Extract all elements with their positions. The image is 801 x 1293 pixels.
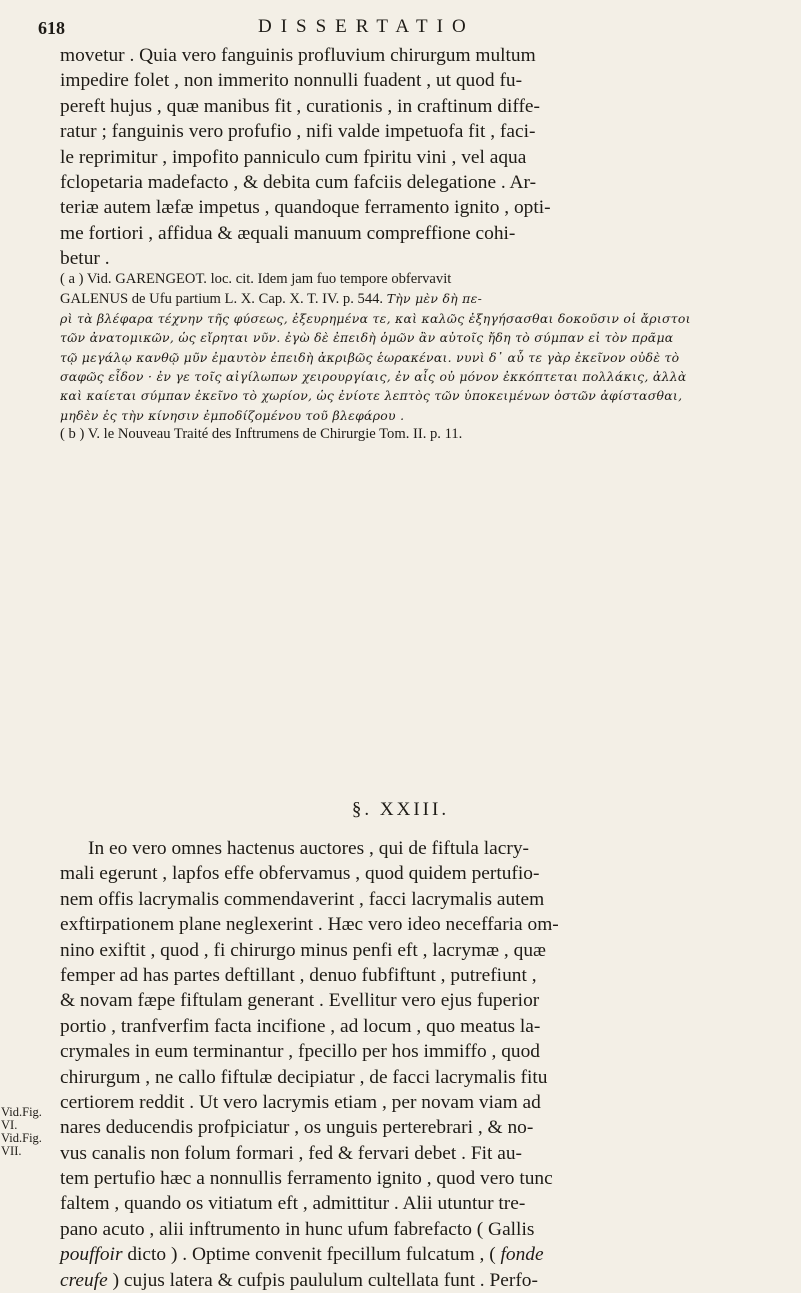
text-line: teriæ autem læfæ impetus , quandoque ferramento ignito , opti- (60, 197, 551, 219)
greek-quote-line: ρὶ τὰ βλέφαρα τέχνην τῆς φύσεως, ἐξευρημένα τε, καὶ καλῶς ἐξηγήσασθαι δοκοῦσιν οἱ ἄριστοι (60, 310, 691, 326)
page-header (38, 12, 778, 42)
text-line: betur . (60, 248, 110, 270)
footnote-a-mark: ( a ) (60, 271, 84, 287)
margin-note-num: VII. (1, 1144, 22, 1158)
text-line: nares deducendis profpiciatur , os unguis perterebrari , & no- (60, 1117, 534, 1139)
text-line: portio , tranfverfim facta incifione , ad locum , quo meatus la- (60, 1015, 541, 1037)
text-line: exftirpationem plane neglexerint . Hæc vero ideo neceffaria om- (60, 914, 559, 936)
text-line: chirurgum , ne callo fiftulæ decipiatur , de facci lacrymalis fitu (60, 1066, 548, 1088)
margin-note-ref: Vid.Fig. (1, 1131, 42, 1145)
margin-note-fig-7 (1, 1132, 42, 1158)
footnote-b-text: V. le Nouveau Traité des Inftrumens de Chirurgie Tom. II. p. 11. (87, 426, 463, 443)
text-line: mali egerunt , lapfos effe obfervamus , quod quidem pertufio- (60, 863, 540, 885)
text-line: pano acuto , alii inftrumento in hunc ufum fabrefacto ( Gallis (60, 1218, 535, 1240)
text-line: tem pertufio hæc a nonnullis ferramento ignito , quod vero tunc (60, 1168, 553, 1190)
text-line: certiorem reddit . Ut vero lacrymis etiam , per novam viam ad (60, 1091, 541, 1113)
footnote-a (60, 270, 782, 445)
text-run: dicto ) . Optime convenit fpecillum fulcatum , ( (122, 1244, 501, 1266)
italic-term: creufe (60, 1269, 108, 1291)
text-line: In eo vero omnes hactenus auctores , qui de fiftula lacry- (88, 838, 529, 859)
footnote-b-mark: ( b ) (60, 426, 85, 443)
section-heading: §. XXIII. (351, 799, 450, 820)
text-line: femper ad has partes deftillant , denuo fubfiftunt , putrefiunt , (60, 964, 537, 986)
text-line: nino exiftit , quod , fi chirurgo minus penfi eft , lacrymæ , quæ (60, 939, 546, 961)
greek-quote-line: τῷ μεγάλῳ κανθῷ μῦν ἐμαυτὸν ἐπειδὴ ἀκριβῶς ἑωρακέναι. νυνὶ δ᾽ αὖ τε γὰρ ἐκεῖνον οὐδὲ τὸ (60, 349, 680, 365)
margin-note-ref: Vid.Fig. (1, 1105, 42, 1119)
text-line (60, 1268, 782, 1293)
text-line: ratur ; fanguinis vero profufio , nifi valde impetuofa fit , faci- (60, 121, 536, 143)
text-line: impedire folet , non immerito nonnulli fuadent , ut quod fu- (60, 70, 523, 92)
footnote-a-citation: Vid. GARENGEOT. loc. cit. Idem jam fuo tempore obfervavit (86, 271, 452, 287)
text-run: ) cujus latera & cufpis paululum cultellata funt . Perfo- (107, 1269, 538, 1291)
text-line: crymales in eum terminantur , fpecillo per hos immiffo , quod (60, 1041, 540, 1063)
greek-quote-line: τῶν ἀνατομικῶν, ὡς εἴρηται νῦν. ἐγὼ δὲ ἐπειδὴ ὁμῶν ἂν αὐτοῖς ἤδη τὸ σύμπαν εἰ τὸν πρᾶμα (60, 330, 674, 346)
paragraph-2 (60, 836, 782, 1293)
text-line: fclopetaria madefacto , & debita cum fafciis delegatione . Ar- (60, 171, 537, 193)
text-line: nem offis lacrymalis commendaverint , facci lacrymalis autem (60, 888, 545, 910)
text-line: movetur . Quia vero fanguinis profluvium chirurgum multum (60, 45, 536, 66)
greek-quote-line: καὶ καίεται σύμπαν ἐκεῖνο τὸ χωρίον, ὡς ἐνίοτε λεπτὸς τῶν ὑποκειμένων ὀστῶν ἀφίστασθαι, (60, 388, 683, 404)
page-number: 618 (38, 18, 65, 38)
footnote-a-line (60, 289, 782, 308)
paragraph-1 (60, 43, 782, 272)
text-line: me fortiori , affidua & æquali manuum compreffione cohi- (60, 222, 516, 244)
margin-note-fig-6 (1, 1106, 42, 1132)
text-line: & novam fæpe fiftulam generant . Evellitur vero ejus fuperior (60, 990, 540, 1012)
greek-quote-start: Τὴν μὲν δὴ πε- (386, 291, 483, 307)
text-line: faltem , quando os vitiatum eft , admittitur . Alii utuntur tre- (60, 1193, 526, 1215)
margin-note-num: VI. (1, 1118, 18, 1132)
text-line (60, 1242, 782, 1267)
italic-term: pouffoir (60, 1244, 123, 1266)
footnote-a-galenus: GALENUS de Ufu partium L. X. Cap. X. T. IV. p. 544. (60, 291, 384, 308)
text-line: pereft hujus , quæ manibus fit , curationis , in craftinum diffe- (60, 95, 540, 117)
footnote-b (60, 425, 782, 444)
footnote-a-line (60, 270, 782, 289)
greek-quote-line: μηδὲν ἐς τὴν κίνησιν ἐμποδίζομένου τοῦ βλεφάρου . (60, 407, 405, 423)
text-line: le reprimitur , impofito panniculo cum fpiritu vini , vel aqua (60, 146, 527, 168)
running-title: DISSERTATIO (258, 16, 475, 37)
text-line: vus canalis non folum formari , fed & fervari debet . Fit au- (60, 1142, 523, 1164)
italic-term: fonde (500, 1244, 544, 1266)
greek-quote-line: σαφῶς εἶδον · ἐν γε τοῖς αἰγίλωπων χειρουργίαις, ἐν αἷς οὐ μόνον ἐκκόπτεται πολλάκις, ἀλλὰ (60, 368, 687, 384)
